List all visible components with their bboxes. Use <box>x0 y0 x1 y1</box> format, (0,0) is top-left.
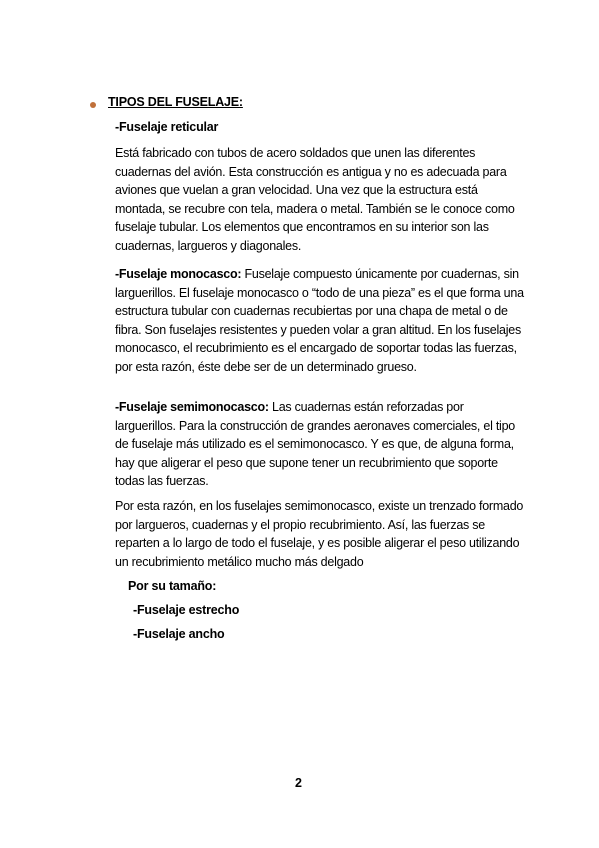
paragraph-semimonocasco-lead: -Fuselaje semimonocasco: <box>115 400 269 414</box>
subheading-reticular: -Fuselaje reticular <box>115 120 219 134</box>
page-number: 2 <box>295 776 302 790</box>
paragraph-semimonocasco <box>115 398 525 491</box>
paragraph-monocasco-body: Fuselaje compuesto únicamente por cuadernas, sin larguerillos. El fuselaje monocasco o “todo de una pieza” es el que forma una estructura tubular con cuadernas recubiertas por una chapa de metal o de fibra. Son fuselajes resistentes y pueden volar a gran altitud. En los fuselajes monocasco, el recubrimiento es el encargado de soportar todas las fuerzas, por esta razón, éste debe ser de un determinado grueso. <box>115 267 524 374</box>
section-heading: TIPOS DEL FUSELAJE: <box>108 95 243 109</box>
paragraph-semimonocasco-body: Las cuadernas están reforzadas por larguerillos. Para la construcción de grandes aeronaves comerciales, el tipo de fuselaje más utilizado es el semimonocasco. Y es que, de alguna forma, hay que aligerar el peso que supone tener un recubrimiento que soporte todas las fuerzas. <box>115 400 515 488</box>
paragraph-reticular: Está fabricado con tubos de acero soldados que unen las diferentes cuadernas del avión. Esta construcción es antigua y no es adecuada para aviones que vuelan a gran velocidad. Una vez que la estructura está montada, se recubre con tela, madera o metal. También se le conoce como fuselaje tubular. Los elementos que encontramos en su interior son las cuadernas, largueros y diagonales. <box>115 146 515 253</box>
paragraph-monocasco <box>115 265 525 376</box>
paragraph-monocasco-lead: -Fuselaje monocasco: <box>115 267 242 281</box>
size-item-ancho: -Fuselaje ancho <box>133 627 225 641</box>
size-title: Por su tamaño: <box>128 579 217 593</box>
size-item-estrecho: -Fuselaje estrecho <box>133 603 240 617</box>
bullet-icon <box>90 102 96 108</box>
paragraph-trenzado: Por esta razón, en los fuselajes semimonocasco, existe un trenzado formado por largueros, cuadernas y el propio recubrimiento. Así, las fuerzas se reparten a lo largo de todo el fuselaje, y es posible aligerar el peso utilizando un recubrimiento metálico mucho más delgado <box>115 499 524 569</box>
